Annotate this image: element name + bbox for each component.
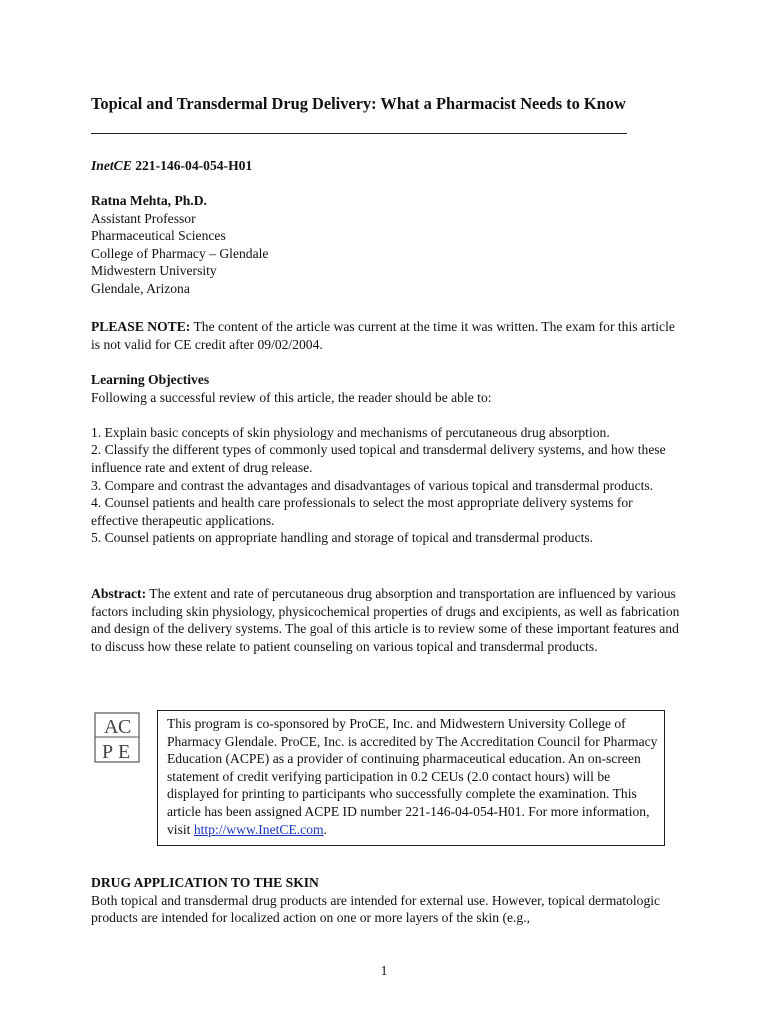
acpe-logo-letter: E bbox=[118, 741, 131, 763]
objective-item: 3. Compare and contrast the advantages and disadvantages of various topical and transdermal products. bbox=[91, 477, 654, 493]
acpe-logo-letter: C bbox=[118, 716, 132, 738]
inetce-link[interactable]: http://www.InetCE.com bbox=[193, 821, 324, 837]
author-line: College of Pharmacy – Glendale bbox=[91, 245, 269, 261]
author-block bbox=[91, 192, 681, 298]
acpe-logo bbox=[94, 712, 144, 764]
objectives-heading: Learning Objectives bbox=[91, 372, 210, 387]
acpe-accreditation-box bbox=[157, 710, 665, 846]
section-drug-application bbox=[91, 874, 681, 927]
abstract bbox=[91, 585, 681, 655]
author-line: Assistant Professor bbox=[91, 210, 196, 226]
please-note-label: PLEASE NOTE: bbox=[91, 319, 191, 334]
objective-item: 5. Counsel patients on appropriate handling and storage of topical and transdermal products. bbox=[91, 530, 594, 546]
author-line: Glendale, Arizona bbox=[91, 280, 190, 296]
author-line: Midwestern University bbox=[91, 263, 217, 279]
acpe-logo-letter: A bbox=[104, 716, 119, 738]
abstract-label: Abstract: bbox=[91, 586, 147, 601]
author-name: Ratna Mehta, Ph.D. bbox=[91, 193, 207, 208]
section-heading: DRUG APPLICATION TO THE SKIN bbox=[91, 875, 319, 890]
please-note bbox=[91, 318, 681, 353]
objectives-intro: Following a successful review of this article, the reader should be able to: bbox=[91, 389, 492, 405]
document-title: Topical and Transdermal Drug Delivery: What a Pharmacist Needs to Know bbox=[91, 94, 626, 113]
course-id-line bbox=[91, 157, 681, 175]
objective-item: 1. Explain basic concepts of skin physiology and mechanisms of percutaneous drug absorption. bbox=[91, 424, 610, 440]
author-line: Pharmaceutical Sciences bbox=[91, 228, 226, 244]
objective-item: 4. Counsel patients and health care professionals to select the most appropriate delivery systems for effective therapeutic applications. bbox=[91, 495, 633, 528]
section-paragraph: Both topical and transdermal drug products are intended for external use. However, topical dermatologic products are intended for localized action on one or more layers of the skin (e.g., bbox=[91, 892, 661, 926]
objective-item: 2. Classify the different types of commonly used topical and transdermal delivery systems, and how these influence rate and extent of drug release. bbox=[91, 442, 666, 475]
abstract-text: The extent and rate of percutaneous drug absorption and transportation are influenced by various factors including skin physiology, physicochemical properties of drugs and excipients, as well as fabrication and design of the delivery systems. The goal of this article is to review some of these important features and to discuss how these relate to patient counseling on various topical and transdermal products. bbox=[91, 586, 680, 654]
course-prefix: InetCE bbox=[91, 158, 132, 173]
learning-objectives bbox=[91, 371, 681, 547]
page-number: 1 bbox=[380, 963, 388, 978]
course-id: 221-146-04-054-H01 bbox=[135, 158, 253, 173]
please-note-text: The content of the article was current at the time it was written. The exam for this article is not valid for CE credit after 09/02/2004. bbox=[91, 319, 675, 352]
acpe-text: This program is co-sponsored by ProCE, Inc. and Midwestern University College of Pharmacy Glendale. ProCE, Inc. is accredited by The Accreditation Council for Pharmacy Education (ACPE) as a provider of continuing pharmaceutical education. An on-screen statement of credit verifying participation in 0.2 CEUs (2.0 contact hours) will be displayed for printing to participants who successfully complete the examination. This article has been assigned ACPE ID number 221-146-04-054-H01. For more information, visit bbox=[167, 716, 658, 837]
acpe-logo-letter: P bbox=[102, 741, 114, 763]
title-underline bbox=[91, 133, 627, 134]
acpe-text-end: . bbox=[323, 821, 327, 837]
objectives-list bbox=[91, 424, 681, 547]
